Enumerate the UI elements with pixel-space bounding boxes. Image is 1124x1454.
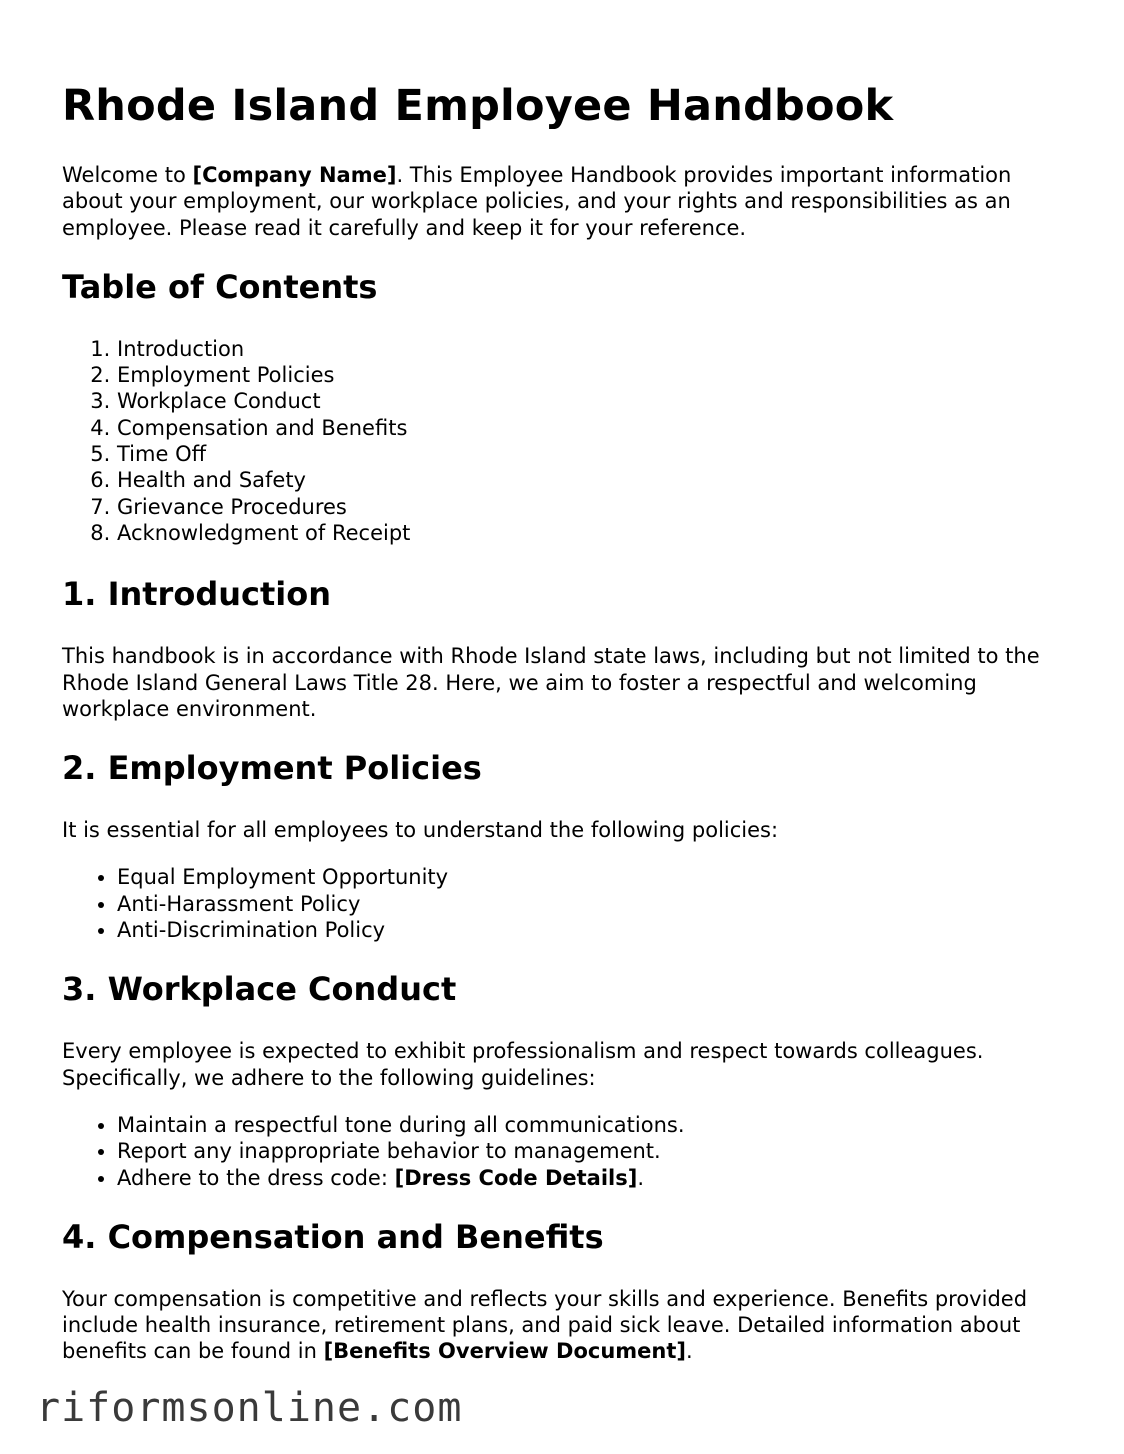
toc-item-time-off: 5. Time Off [117, 441, 1062, 467]
toc-item-introduction: 1. Introduction [117, 336, 1062, 362]
section-employment-policies-body: It is essential for all employees to understand the following policies: [62, 818, 779, 843]
employment-policies-list [62, 864, 1062, 943]
section-compensation-title: 4. Compensation and Benefits [62, 1217, 604, 1256]
toc-title: Table of Contents [62, 267, 378, 306]
list-item: • Anti-Harassment Policy [117, 891, 1062, 917]
compensation-body-pre: Your compensation is competitive and reflects your skills and experience. Benefits provided include health insurance, retirement plans, and paid sick leave. Detailed information about benefits can be found in [62, 1286, 1028, 1364]
dress-code-post: . [637, 1165, 645, 1190]
list-item: • Anti-Discrimination Policy [117, 917, 1062, 943]
section-workplace-conduct-title: 3. Workplace Conduct [62, 970, 457, 1009]
document-title: Rhode Island Employee Handbook [62, 81, 894, 131]
section-introduction-body: This handbook is in accordance with Rhode Island state laws, including but not limited to the Rhode Island General Laws Title 28. Here, we aim to foster a respectful and welcoming workplace environment. [62, 644, 1040, 721]
company-name-placeholder: [Company Name] [192, 163, 397, 187]
section-introduction-title: 1. Introduction [62, 575, 331, 614]
dress-code-placeholder: [Dress Code Details] [394, 1165, 638, 1190]
section-compensation-body [62, 1286, 1062, 1365]
section-workplace-conduct-body: Every employee is expected to exhibit professionalism and respect towards colleagues. Specifically, we adhere to the following guidelines: [62, 1039, 984, 1090]
toc-item-acknowledgment: 8. Acknowledgment of Receipt [117, 520, 1062, 546]
intro-text-post: . This Employee Handbook provides important information about your employment, our workplace policies, and your rights and responsibilities as an employee. Please read it carefully and keep it for your reference. [62, 163, 1012, 240]
benefits-document-placeholder: [Benefits Overview Document] [323, 1339, 686, 1364]
toc-item-grievance-procedures: 7. Grievance Procedures [117, 494, 1062, 520]
watermark: riformsonline.com [36, 1385, 463, 1431]
toc-list [62, 336, 1062, 546]
workplace-conduct-list [62, 1112, 1062, 1191]
intro-paragraph [62, 162, 1062, 241]
toc-item-workplace-conduct: 3. Workplace Conduct [117, 388, 1062, 414]
dress-code-pre: Adhere to the dress code: [117, 1165, 395, 1190]
list-item: • Equal Employment Opportunity [117, 864, 1062, 890]
list-item-dress-code [117, 1165, 1062, 1191]
toc-item-compensation-benefits: 4. Compensation and Benefits [117, 415, 1062, 441]
list-item: • Maintain a respectful tone during all communications. [117, 1112, 1062, 1138]
toc-item-health-safety: 6. Health and Safety [117, 467, 1062, 493]
list-item: • Report any inappropriate behavior to management. [117, 1138, 1062, 1164]
intro-text-pre: Welcome to [62, 163, 193, 187]
document-page [62, 0, 1062, 1365]
section-employment-policies-title: 2. Employment Policies [62, 749, 482, 788]
toc-item-employment-policies: 2. Employment Policies [117, 362, 1062, 388]
compensation-body-post: . [685, 1339, 693, 1364]
